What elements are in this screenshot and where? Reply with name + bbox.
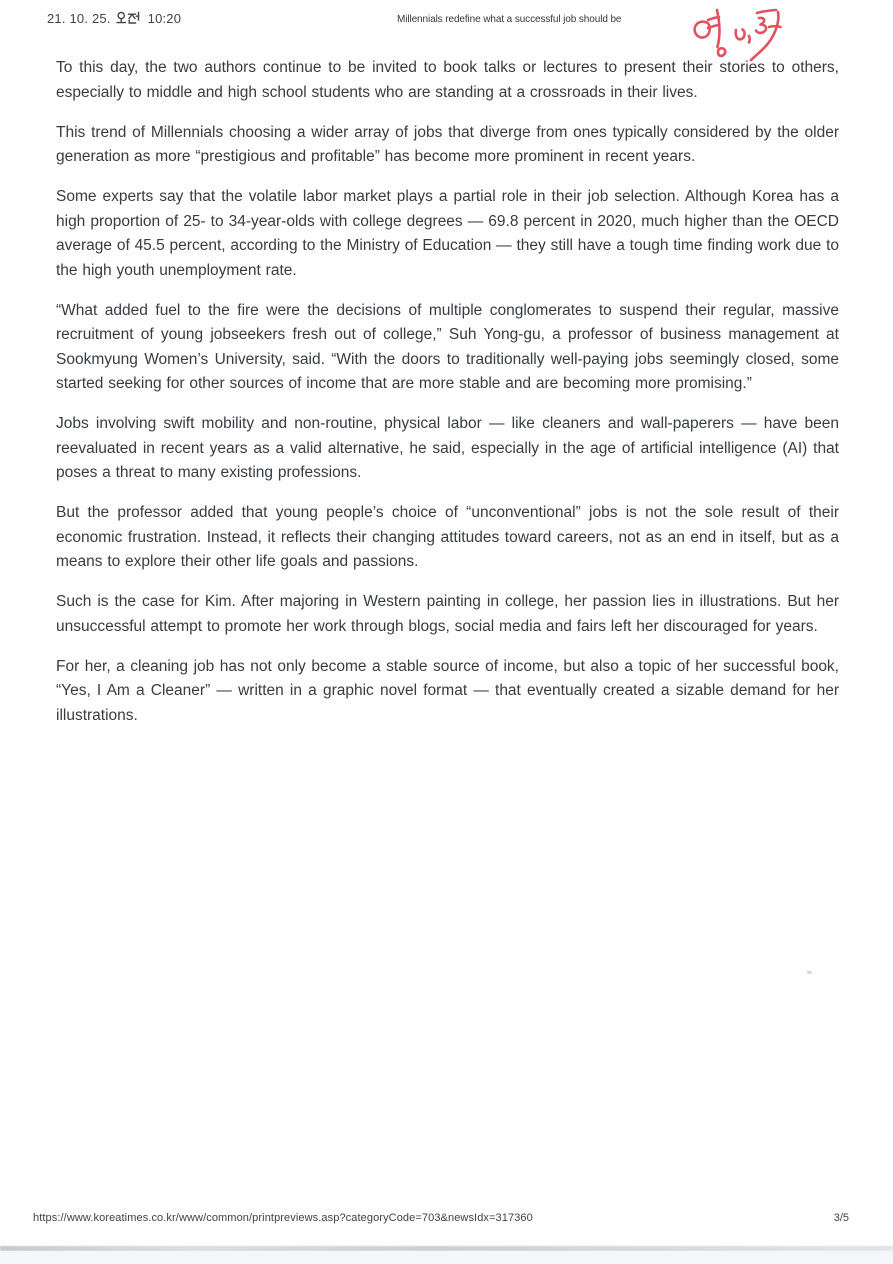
scan-artifact-speck bbox=[807, 971, 812, 974]
article-body bbox=[56, 56, 839, 744]
scan-bottom-edge-band bbox=[0, 1251, 893, 1264]
print-date: 21. 10. 25. bbox=[47, 11, 111, 26]
article-paragraph: Jobs involving swift mobility and non-routine, physical labor — like cleaners and wall-paperers — have been reevaluated in recent years as a valid alternative, he said, especially in the age of artificial intelligence (AI) that poses a threat to many existing professions. bbox=[56, 415, 839, 481]
korean-am-glyph bbox=[116, 11, 143, 26]
print-time: 10:20 bbox=[147, 11, 182, 26]
article-paragraph: To this day, the two authors continue to be invited to book talks or lectures to present their stories to others, especially to middle and high school students who are standing at a crossroads in their lives. bbox=[56, 59, 839, 101]
article-paragraph: Such is the case for Kim. After majoring in Western painting in college, her passion lies in illustrations. But her unsuccessful attempt to promote her work through blogs, social media and fairs left her discouraged for years. bbox=[56, 593, 839, 635]
print-footer-url: https://www.koreatimes.co.kr/www/common/printpreviews.asp?categoryCode=703&newsIdx=317360 bbox=[33, 1212, 533, 1224]
article-paragraph: “What added fuel to the fire were the decisions of multiple conglomerates to suspend their regular, massive recruitment of young jobseekers fresh out of college,” Suh Yong-gu, a professor of business management at Sookmyung Women’s University, said. “With the doors to traditionally well-paying jobs seemingly closed, some started seeking for other sources of income that are more stable and are becoming more promising.” bbox=[56, 301, 839, 392]
print-footer-page-number: 3/5 bbox=[833, 1212, 849, 1224]
article-paragraph: Some experts say that the volatile labor market plays a partial role in their job selection. Although Korea has a high proportion of 25- to 34-year-olds with college degrees — 69.8 percent in 2020, much higher than the OECD average of 45.5 percent, according to the Ministry of Education — they still have a tough time finding work due to the high youth unemployment rate. bbox=[56, 188, 839, 279]
print-header-title: Millennials redefine what a successful job should be bbox=[397, 14, 622, 25]
article-paragraph: But the professor added that young people’s choice of “unconventional” jobs is not the sole result of their economic frustration. Instead, it reflects their changing attitudes toward careers, not as an end in itself, but as a means to explore their other life goals and passions. bbox=[56, 504, 839, 570]
print-header-datetime bbox=[47, 11, 181, 26]
article-paragraph: For her, a cleaning job has not only become a stable source of income, but also a topic of her successful book, “Yes, I Am a Cleaner” — written in a graphic novel format — that eventually created a sizable demand for her illustrations. bbox=[56, 657, 839, 724]
article-paragraph: This trend of Millennials choosing a wider array of jobs that diverge from ones typically considered by the older generation as more “prestigious and profitable” has become more prominent in recent years. bbox=[56, 123, 839, 165]
